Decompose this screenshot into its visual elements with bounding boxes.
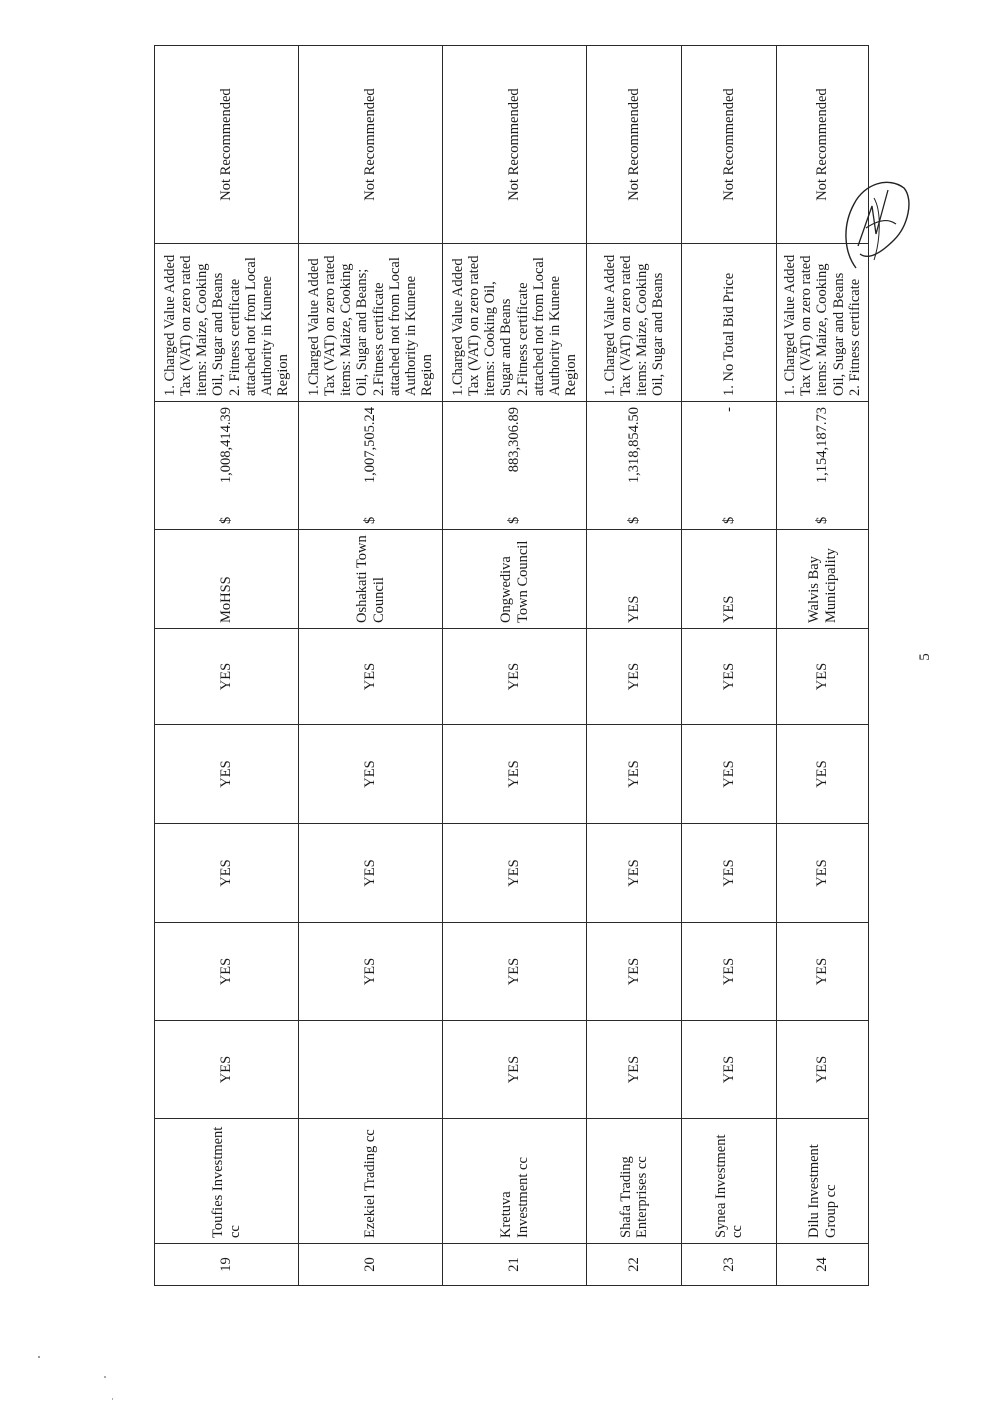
row-number: 20 (299, 1244, 443, 1286)
scan-speck (38, 1356, 40, 1358)
recommendation-cell: Not Recommended (777, 46, 869, 244)
reason-cell: 1.Charged Value Added Tax (VAT) on zero rated items: Maize, Cooking Oil, Sugar and Beans; 2.Fitness certificate attached not from Local Authority in Kunene Region (299, 244, 443, 402)
criterion-cell: YES (155, 824, 299, 923)
criterion-cell: YES (299, 923, 443, 1021)
bidder-name: Toufies Investment cc (155, 1119, 299, 1244)
bid-price-cell (587, 402, 682, 530)
table-row (587, 46, 682, 1286)
currency-symbol: $ (720, 516, 737, 524)
currency-symbol: $ (218, 516, 235, 524)
rotated-table-container (154, 46, 868, 1286)
row-number: 22 (587, 1244, 682, 1286)
recommendation-cell: Not Recommended (587, 46, 682, 244)
table-body (155, 46, 869, 1286)
criterion-cell (299, 1021, 443, 1119)
recommendation-cell: Not Recommended (299, 46, 443, 244)
table-row (155, 46, 299, 1286)
criterion-cell: YES (777, 725, 869, 824)
criterion-cell: YES (682, 1021, 777, 1119)
bid-price-cell (155, 402, 299, 530)
reference-cell: Walvis Bay Municipality (777, 530, 869, 629)
bid-price-cell (299, 402, 443, 530)
criterion-cell: YES (682, 824, 777, 923)
criterion-cell: YES (155, 725, 299, 824)
scan-speck (104, 1376, 106, 1378)
criterion-cell: YES (299, 824, 443, 923)
bid-evaluation-table (154, 45, 869, 1286)
bidder-name: Synea Investment cc (682, 1119, 777, 1244)
reference-cell: YES (587, 530, 682, 629)
reason-cell: 1. Charged Value Added Tax (VAT) on zero rated items: Maize, Cooking Oil, Sugar and Beans 2. Fitness certificate (777, 244, 869, 402)
price-wrap (506, 407, 522, 524)
criterion-cell: YES (155, 1021, 299, 1119)
criterion-cell: YES (587, 824, 682, 923)
table-row (443, 46, 587, 1286)
criterion-cell: YES (682, 725, 777, 824)
criterion-cell: YES (155, 923, 299, 1021)
bid-price-cell (777, 402, 869, 530)
price-wrap (721, 407, 737, 524)
reference-cell: Ongwediva Town Council (443, 530, 587, 629)
criterion-cell: YES (777, 824, 869, 923)
criterion-cell: YES (777, 1021, 869, 1119)
recommendation-cell: Not Recommended (155, 46, 299, 244)
bidder-name: Ezekiel Trading cc (299, 1119, 443, 1244)
row-number: 23 (682, 1244, 777, 1286)
row-number: 24 (777, 1244, 869, 1286)
bid-price: 1,008,414.39 (218, 407, 235, 484)
reference-cell: YES (682, 530, 777, 629)
criterion-cell: YES (587, 1021, 682, 1119)
reason-cell: 1. Charged Value Added Tax (VAT) on zero rated items: Maize, Cooking Oil, Sugar and Beans (587, 244, 682, 402)
bid-price: 1,007,505.24 (362, 407, 379, 484)
criterion-cell: YES (682, 923, 777, 1021)
bid-price: 883,306.89 (506, 407, 523, 473)
price-wrap (218, 407, 234, 524)
currency-symbol: $ (625, 516, 642, 524)
scan-speck (112, 1398, 113, 1400)
reason-cell: 1. No Total Bid Price (682, 244, 777, 402)
bid-price-cell (682, 402, 777, 530)
criterion-cell: YES (443, 1021, 587, 1119)
criterion-cell: YES (777, 629, 869, 725)
price-wrap (814, 407, 830, 524)
table-row (299, 46, 443, 1286)
bid-price-cell (443, 402, 587, 530)
bid-price: - (720, 407, 737, 412)
reference-cell: Oshakati Town Council (299, 530, 443, 629)
criterion-cell: YES (443, 629, 587, 725)
criterion-cell: YES (587, 725, 682, 824)
price-wrap (626, 407, 642, 524)
recommendation-cell: Not Recommended (682, 46, 777, 244)
criterion-cell: YES (587, 923, 682, 1021)
criterion-cell: YES (443, 824, 587, 923)
bid-price: 1,318,854.50 (625, 407, 642, 484)
row-number: 19 (155, 1244, 299, 1286)
bidder-name: Dilu Investment Group cc (777, 1119, 869, 1244)
reason-cell: 1. Charged Value Added Tax (VAT) on zero rated items: Maize, Cooking Oil, Sugar and Beans 2. Fitness certificate attached not from Local Authority in Kunene Region (155, 244, 299, 402)
criterion-cell: YES (299, 629, 443, 725)
currency-symbol: $ (506, 516, 523, 524)
bidder-name: Kretuva Investment cc (443, 1119, 587, 1244)
bidder-name: Shafa Trading Enterprises cc (587, 1119, 682, 1244)
criterion-cell: YES (777, 923, 869, 1021)
reason-cell: 1.Charged Value Added Tax (VAT) on zero rated items: Cooking Oil, Sugar and Beans 2.Fitness certificate attached not from Local Authority in Kunene Region (443, 244, 587, 402)
criterion-cell: YES (299, 725, 443, 824)
criterion-cell: YES (443, 725, 587, 824)
currency-symbol: $ (814, 516, 831, 524)
criterion-cell: YES (587, 629, 682, 725)
price-wrap (362, 407, 378, 524)
row-number: 21 (443, 1244, 587, 1286)
currency-symbol: $ (362, 516, 379, 524)
table-row (682, 46, 777, 1286)
criterion-cell: YES (443, 923, 587, 1021)
reference-cell: MoHSS (155, 530, 299, 629)
criterion-cell: YES (155, 629, 299, 725)
recommendation-cell: Not Recommended (443, 46, 587, 244)
criterion-cell: YES (682, 629, 777, 725)
signature-icon (838, 168, 914, 278)
bid-price: 1,154,187.73 (814, 407, 831, 484)
page-number: 5 (917, 653, 933, 661)
